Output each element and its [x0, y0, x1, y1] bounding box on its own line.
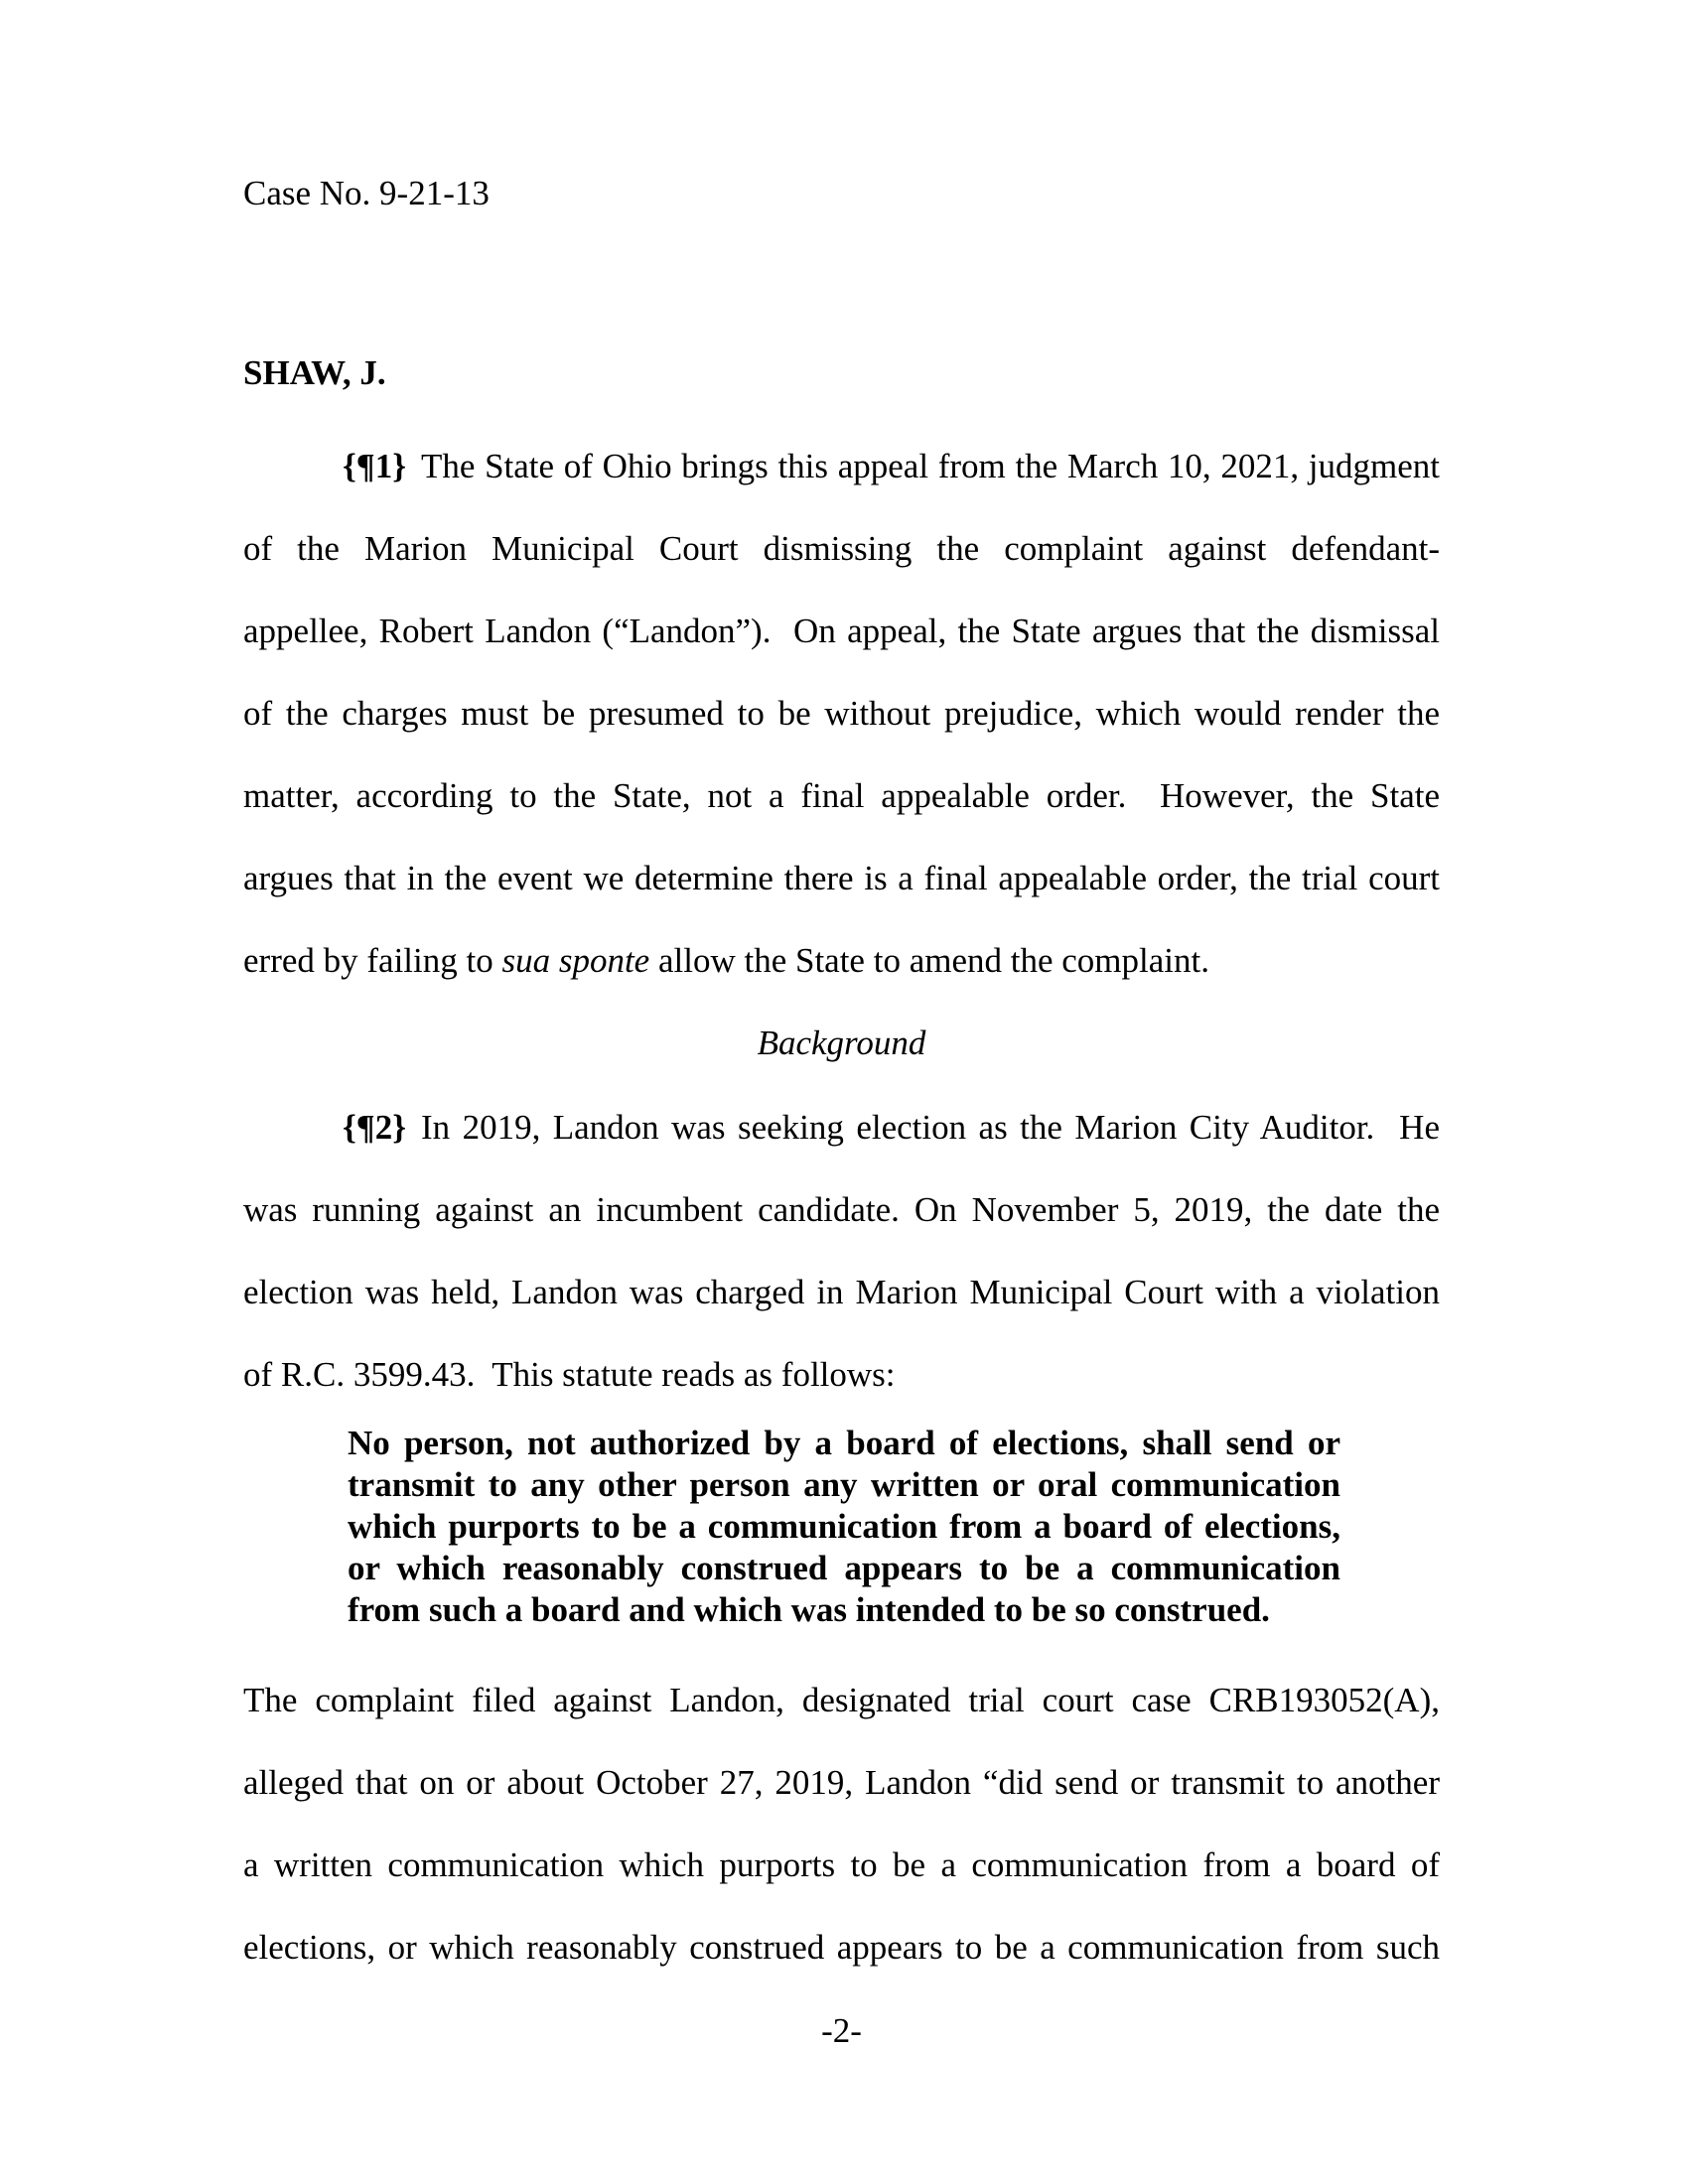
paragraph-line: alleged that on or about October 27, 2019, Landon “did send or transmit to another	[243, 1763, 1440, 1802]
case-number: Case No. 9-21-13	[243, 174, 490, 212]
paragraph-line	[243, 1086, 1440, 1168]
paragraph-text: erred by failing to	[243, 941, 502, 980]
opinion-paragraph-3	[243, 1659, 1440, 1988]
quote-line: from such a board and which was intended to be so construed.	[348, 1590, 1270, 1629]
opinion-paragraph-1	[243, 425, 1440, 1002]
paragraph-line: was running against an incumbent candidate. On November 5, 2019, the date the	[243, 1190, 1440, 1229]
paragraph-line: of the Marion Municipal Court dismissing the complaint against defendant-	[243, 529, 1440, 568]
paragraph-line: matter, according to the State, not a final appealable order. However, the State	[243, 776, 1440, 815]
paragraph-line: of the charges must be presumed to be without prejudice, which would render the	[243, 694, 1440, 733]
statute-quote	[348, 1423, 1340, 1631]
paragraph-line: election was held, Landon was charged in Marion Municipal Court with a violation	[243, 1273, 1440, 1311]
paragraph-line	[243, 425, 1440, 507]
paragraph-line: argues that in the event we determine there is a final appealable order, the trial court	[243, 859, 1440, 897]
quote-line: transmit to any other person any written or oral communication	[348, 1465, 1340, 1504]
paragraph-number: {¶2}	[343, 1108, 406, 1147]
quote-line: which purports to be a communication from a board of elections,	[348, 1507, 1340, 1546]
paragraph-line: The complaint filed against Landon, designated trial court case CRB193052(A),	[243, 1681, 1440, 1719]
judge-name: SHAW, J.	[243, 353, 386, 392]
paragraph-line: elections, or which reasonably construed appears to be a communication from such	[243, 1928, 1440, 1967]
quote-line: or which reasonably construed appears to be a communication	[348, 1549, 1340, 1587]
paragraph-text: allow the State to amend the complaint.	[649, 941, 1209, 980]
paragraph-line: a written communication which purports to be a communication from a board of	[243, 1845, 1440, 1884]
page-number: -2-	[821, 2011, 862, 2050]
quote-line: No person, not authorized by a board of elections, shall send or	[348, 1424, 1340, 1462]
opinion-paragraph-2	[243, 1086, 1440, 1416]
paragraph-text: The State of Ohio brings this appeal from the March 10, 2021, judgment	[420, 447, 1440, 485]
paragraph-line: appellee, Robert Landon (“Landon”). On appeal, the State argues that the dismissal	[243, 612, 1440, 650]
paragraph-line	[243, 919, 1440, 1002]
paragraph-number: {¶1}	[343, 447, 406, 485]
latin-phrase: sua sponte	[501, 941, 650, 980]
paragraph-line: of R.C. 3599.43. This statute reads as follows:	[243, 1355, 896, 1394]
paragraph-text: In 2019, Landon was seeking election as the Marion City Auditor. He	[420, 1108, 1440, 1147]
section-heading-background: Background	[757, 1024, 926, 1062]
